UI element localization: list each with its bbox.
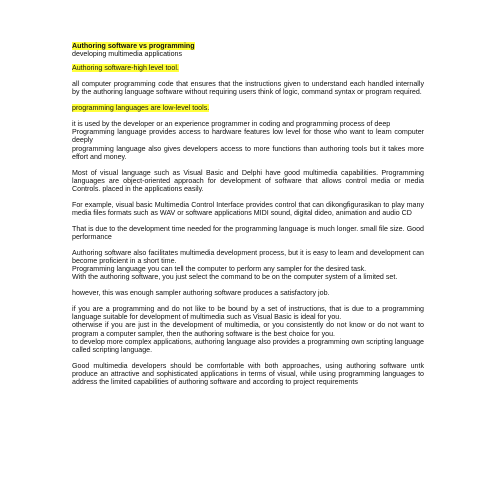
title-highlight: Authoring software vs programming (72, 42, 195, 50)
heading-authoring-highlight: Authoring software-high level tool. (72, 64, 179, 73)
paragraph-authoring: all computer programming code that ensures that the instructions given to understand each handled internally by the authoring language software without requiring users think of logic, command syntax or program required. (72, 80, 424, 97)
paragraph-however: however, this was enough sampler authoring software produces a satisfactory job. (72, 289, 330, 298)
paragraph-facilitates-1: Authoring software also facilitates multimedia development process, but it is easy to learn and development can become proficient in a short time. (72, 248, 424, 266)
heading-programming-highlight: programming languages are low-level tools. (72, 104, 210, 113)
paragraph-good-developers: Good multimedia developers should be comfortable with both approaches, using authoring software untk produce an attractive and sophisticated applications in terms of visual, while using programming languages to address the limited capabilities of authoring software and according to project requirements (72, 361, 424, 387)
paragraph-if-3: to develop more complex applications, authoring language also provides a programming own scripting language called scripting language. (72, 337, 424, 355)
document-title (72, 42, 424, 50)
document-page (72, 42, 424, 386)
heading-authoring (72, 64, 424, 72)
paragraph-if-1: if you are a programming and do not like to be bound by a set of instructions, that is due to a programming language suitable for development of multimedia such as Visual Basic is ideal for you. (72, 305, 424, 322)
paragraph-programming-2: Programming language provides access to hardware features low level for those who want to learn computer deeply (72, 128, 424, 145)
paragraph-facilitates-3: With the authoring software, you just select the command to be on the computer system of a limited set. (72, 273, 398, 282)
paragraph-programming-3: programming language also gives developers access to more functions than authoring tools but it takes more effort and money. (72, 144, 424, 161)
paragraph-facilitates-2: Programming language you can tell the computer to perform any sampler for the desired task. (72, 265, 367, 274)
paragraph-development-time: That is due to the development time needed for the programming language is much longer. small file size. Good performance (72, 224, 424, 242)
heading-programming (72, 104, 424, 112)
paragraph-example: For example, visual basic Multimedia Control Interface provides control that can dikongfigurasikan to play many media files formats such as WAV or software applications MIDI sound, digital dideo, animation and audio CD (72, 200, 424, 218)
paragraph-if-2: otherwise if you are just in the development of multimedia, or you consistently do not know or do not want to program a computer sampler, then the authoring software is the best choice for you. (72, 321, 424, 338)
paragraph-visual-language: Most of visual language such as Visual Basic and Delphi have good multimedia capabilities. Programming languages are object-oriented approach for development of software that allows control media or media Controls. placed in the applications easily. (72, 168, 424, 194)
paragraph-programming-1: it is used by the developer or an experience programmer in coding and programming process of deep (72, 120, 391, 128)
document-subtitle: developing multimedia applications (72, 50, 183, 59)
